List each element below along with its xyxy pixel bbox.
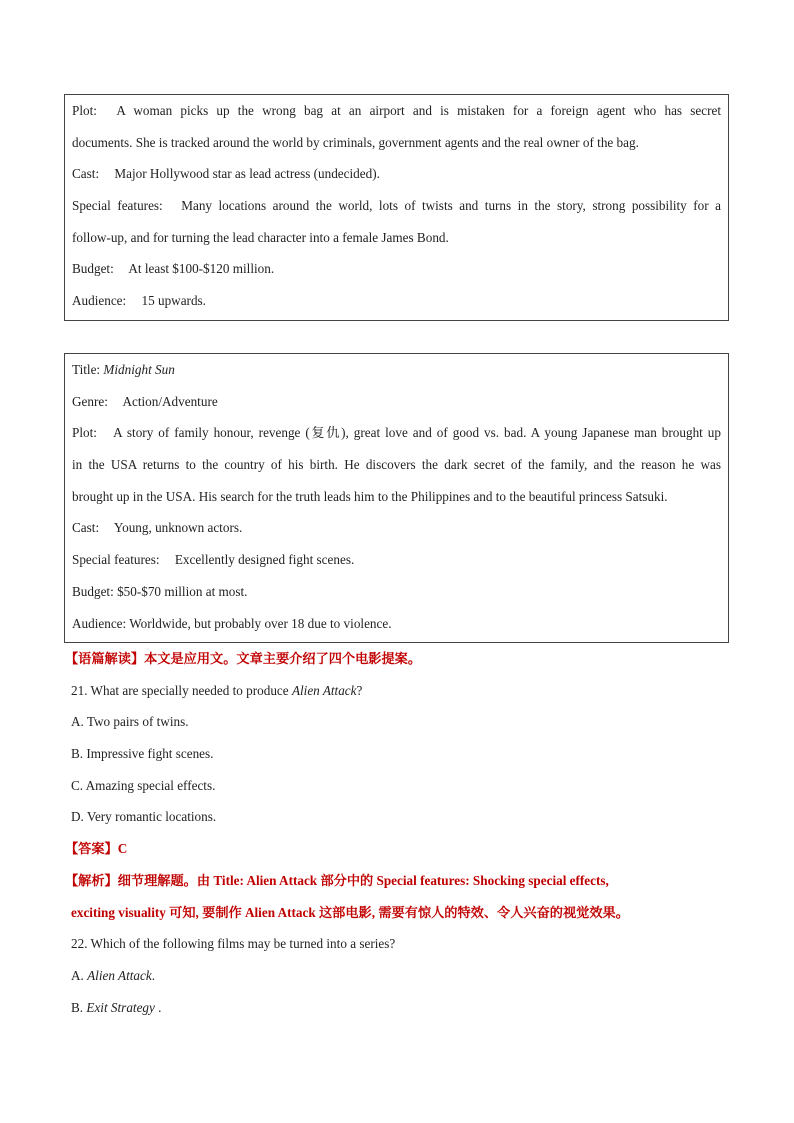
passage-analysis [65,643,731,675]
q21-explanation-line-2: exciting visuality 可知, 要制作 Alien Attack 这部电影, 需要有惊人的特效、令人兴奋的视觉效果。 [71,904,629,920]
cast-text: Major Hollywood star as lead actress (undecided). [114,166,380,182]
title-line [72,354,721,386]
audience-label: Audience: [72,293,127,309]
analysis-text: 本文是应用文。文章主要介绍了四个电影提案。 [144,651,422,666]
genre-line [72,386,721,418]
cast-label: Cast: [72,520,100,536]
audience-text: Worldwide, but probably over 18 due to violence. [129,615,392,631]
q22-b-prefix: B. [71,999,87,1015]
features-label: Special features: [72,198,163,214]
q21-stem-prefix: 21. What are specially needed to produce [71,682,292,698]
answer-tag: 【答案】 [65,841,118,857]
film-proposal-box-1 [64,94,729,321]
answer-value: C [117,841,128,857]
budget-line [72,576,721,608]
q21-explanation-line-1 [65,865,731,897]
budget-text: At least $100-$120 million. [128,261,275,277]
q22-a-suffix: . [151,967,155,983]
q21-stem-suffix: ? [356,682,363,698]
features-label: Special features: [72,552,160,568]
q22-a-prefix: A. [71,967,88,983]
question-22-stem: 22. Which of the following films may be turned into a series? [71,936,396,952]
plot-line [72,95,721,127]
budget-text: $50-$70 million at most. [117,583,248,599]
genre-label: Genre: [72,393,108,409]
analysis-tag: 【语篇解读】 [65,651,145,666]
cast-label: Cast: [72,166,100,182]
plot-text: A woman picks up the wrong bag at an airport and is mistaken for a foreign agent who has secret [116,103,721,118]
features-line [72,190,721,222]
cast-text: Young, unknown actors. [113,520,243,536]
plot-line-2: in the USA returns to the country of his birth. He discovers the dark secret of the family, and the reason he was [72,457,721,473]
q21-option-b: B. Impressive fight scenes. [71,746,214,762]
q21-answer [65,833,731,865]
q21-option-a: A. Two pairs of twins. [71,714,189,730]
plot-line-2: documents. She is tracked around the world by criminals, government agents and the real owner of the bag. [72,134,639,150]
features-line [72,544,721,576]
audience-text: 15 upwards. [141,293,206,309]
q22-option-a [71,960,731,992]
title-label: Title: [72,362,101,377]
q21-stem-title: Alien Attack [291,682,357,698]
q22-a-title: Alien Attack [87,967,152,983]
features-text: Many locations around the world, lots of twists and turns in the story, strong possibility for a [181,198,721,214]
explain-text-1: 细节理解题。由 Title: Alien Attack 部分中的 Special features: Shocking special effects, [117,872,609,888]
q22-b-suffix: . [154,999,162,1015]
plot-text: A story of family honour, revenge (复仇), great love and of good vs. bad. A young Japanese man brought up [113,425,721,441]
budget-label: Budget: [72,261,114,277]
features-line-2: follow-up, and for turning the lead character into a female James Bond. [72,229,449,245]
q22-option-b [71,992,731,1024]
budget-label: Budget: [72,583,114,599]
audience-line [72,285,721,317]
audience-label: Audience: [72,615,127,631]
explain-tag: 【解析】 [65,872,118,888]
q21-option-d: D. Very romantic locations. [71,809,217,825]
q21-option-c: C. Amazing special effects. [71,777,216,793]
plot-label: Plot: [72,103,97,118]
cast-line [72,512,721,544]
plot-line [72,417,721,449]
q22-b-title: Exit Strategy [86,999,155,1015]
questions-section [65,643,731,1023]
budget-line [72,253,721,285]
film-proposal-box-midnight-sun [64,353,729,643]
features-text: Excellently designed fight scenes. [174,552,355,568]
title-text: Midnight Sun [103,362,175,377]
genre-text: Action/Adventure [122,393,218,409]
plot-line-3: brought up in the USA. His search for the truth leads him to the Philippines and to the beautiful princess Satsuki. [72,488,668,504]
question-21-stem [71,675,731,707]
cast-line [72,158,721,190]
plot-label: Plot: [72,425,97,441]
audience-line [72,608,721,640]
